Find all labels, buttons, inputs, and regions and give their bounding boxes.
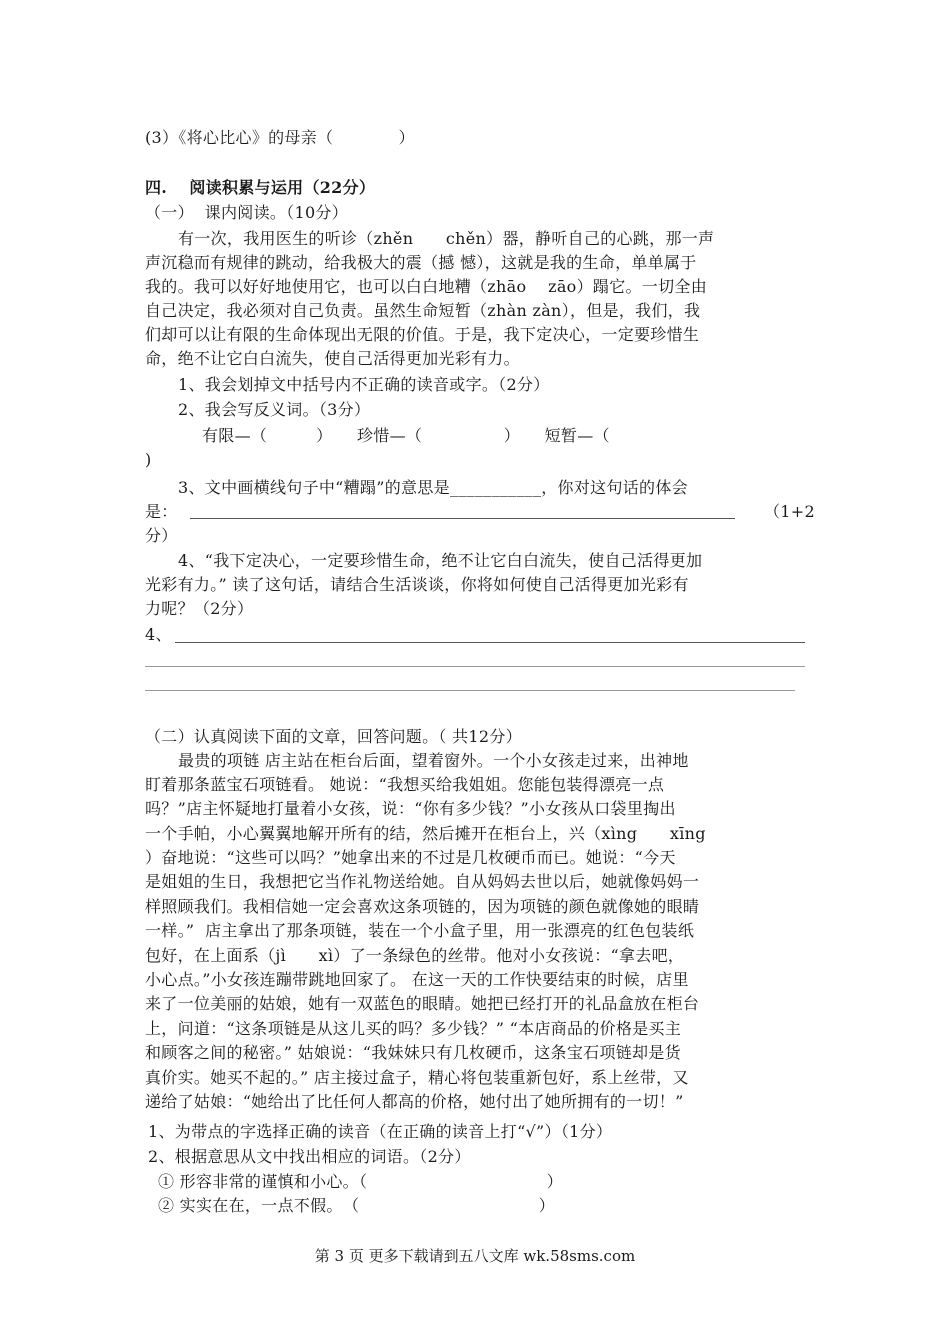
part-1-passage-line: 自己决定，我必须对自己负责。虽然生命短暂（zhàn zàn），但是，我们，我 [145,301,701,320]
question-3-score-unit: 分） [145,526,178,545]
part-1-passage-line: 命，绝不让它白白流失，使自己活得更加光彩有力。 [145,349,520,368]
part-2-passage-line: 盯着那条蓝宝石项链看。 她说：“我想买给我姐姐。您能包装得漂亮一点 [145,775,665,794]
part-1-question-4-line: 光彩有力。” 读了这句话，请结合生活谈谈，你将如何使自己活得更加光彩有 [145,575,689,594]
answer-line [175,642,805,643]
antonym-items: 有限—（ ） 珍惜—（ ） 短暂—（ [202,426,610,445]
question-3-answer-line [190,518,735,519]
part-2-passage-line: 来了一位美丽的姑娘，她有一双蓝色的眼睛。她把已经打开的礼品盒放在柜台 [145,994,700,1013]
part-2-title: （二）认真阅读下面的文章，回答问题。（ 共12分） [145,727,522,746]
part-1-passage-line: 声沉稳而有规律的跳动，给我极大的震（撼 憾），这就是我的生命，单单属于 [145,253,697,272]
part-2-passage-line: 包好，在上面系（jì xì）了一条绿色的丝带。他对小女孩说：“拿去吧， [145,946,685,965]
part-1-passage-line: 有一次，我用医生的听诊（zhěn chěn）器，静听自己的心跳，那一声 [178,229,715,248]
part-1-passage-line: 我的。我可以好好地使用它，也可以白白地糟（zhāo zāo）蹋它。一切全由 [145,277,707,296]
part-2-passage-line: 上，问道：“这条项链是从这儿买的吗？多少钱？” “本店商品的价格是买主 [145,1019,682,1038]
part-1-question-4-line: 力呢？（2分） [145,599,254,618]
part-1-passage-line: 们却可以让有限的生命体现出无限的价值。于是，我下定决心，一定要珍惜生 [145,325,700,344]
question-3-answer-prefix: 是： [145,502,178,521]
part-2-passage-line: 是姐姐的生日，我想把它当作礼物送给她。自从妈妈去世以后，她就像妈妈一 [145,872,700,891]
part-1-question-1: 1、我会划掉文中括号内不正确的读音或字。（2分） [178,375,550,394]
part-2-passage-line: 递给了姑娘：“她给出了比任何人都高的价格，她付出了她所拥有的一切！” [145,1092,684,1111]
part-1-title: （一） 课内阅读。（10分） [145,203,349,222]
part-1-question-2: 2、我会写反义词。（3分） [178,400,371,419]
section-4-title: 四. 阅读积累与运用（22分） [145,178,376,197]
part-2-passage-line: 小心点。”小女孩连蹦带跳地回家了。 在这一天的工作快要结束的时候，店里 [145,970,689,989]
part-2-question-2: 2、根据意思从文中找出相应的词语。（2分） [148,1147,471,1166]
part-2-question-2-item: ② 实实在在，一点不假。 （ ） [158,1196,555,1215]
part-2-question-2-item: ① 形容非常的谨慎和小心。（ ） [158,1172,563,1191]
part-2-passage-line: 一个手帕，小心翼翼地解开所有的结，然后摊开在柜台上，兴（xìng xīng [145,824,706,843]
part-2-question-1: 1、为带点的字选择正确的读音（在正确的读音上打“√”）（1分） [148,1122,613,1141]
part-1-question-3: 3、文中画横线句子中“糟蹋”的意思是___________，你对这句话的体会 [178,478,688,497]
question-3-score: （1+2 [764,502,815,521]
part-2-passage-line: 样照顾我们。我相信她一定会喜欢这条项链的，因为项链的颜色就像她的眼睛 [145,897,700,916]
part-2-passage-line: 真价实。她买不起的。” 店主接过盒子，精心将包装重新包好，系上丝带，又 [145,1068,689,1087]
answer-line [145,666,805,667]
part-1-question-4: 4、“我下定决心，一定要珍惜生命，绝不让它白白流失，使自己活得更加 [178,551,703,570]
page-footer: 第 3 页 更多下载请到五八文库 wk.58sms.com [314,1247,636,1265]
part-2-passage-line: 最贵的项链 店主站在柜台后面，望着窗外。一个小女孩走过来，出神地 [178,751,689,770]
answer-line [145,690,795,691]
part-2-passage-line: ）奋地说：“这些可以吗？”她拿出来的不过是几枚硬币而已。她说：“今天 [145,848,676,867]
part-2-passage-line: 和顾客之间的秘密。” 姑娘说：“我妹妹只有几枚硬币，这条宝石项链却是货 [145,1043,681,1062]
part-2-passage-line: 吗？”店主怀疑地打量着小女孩，说：“你有多少钱？”小女孩从口袋里掏出 [145,799,676,818]
antonym-close-paren: ) [145,450,152,469]
part-2-passage-line: 一样。” 店主拿出了那条项链，装在一个小盒子里，用一张漂亮的红色包装纸 [145,921,695,940]
previous-question-3: (3）《将心比心》的母亲（ ） [145,128,415,147]
answer-label: 4、 [145,625,172,644]
